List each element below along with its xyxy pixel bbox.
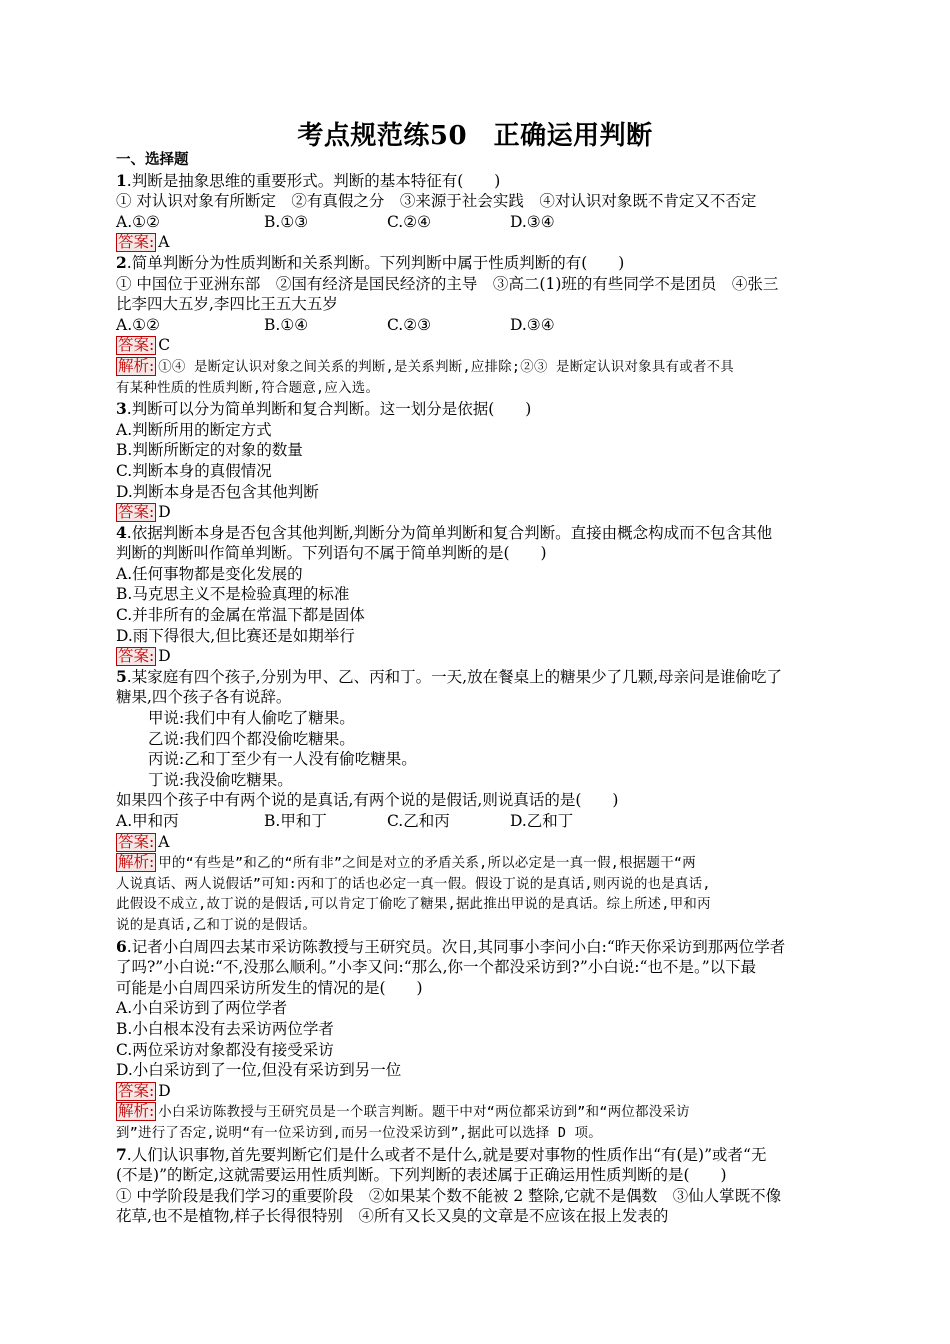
explanation-label: 解析:	[118, 1102, 155, 1121]
option-a: A.①②	[116, 315, 160, 334]
question-4-stem	[116, 523, 836, 544]
option-b: B.①④	[264, 315, 309, 334]
question-4-answer	[116, 646, 836, 667]
option-a: A.甲和丙	[116, 812, 179, 830]
option-b: B.①③	[264, 212, 309, 231]
question-number: 7	[116, 1144, 127, 1164]
answer-value: C	[158, 336, 171, 355]
option-d: D.雨下得很大,但比赛还是如期举行	[116, 626, 355, 645]
question-2-explanation	[116, 356, 836, 379]
question-number: 3	[116, 399, 127, 419]
question-number: 6	[116, 936, 127, 956]
question-7-items-cont: 花草,也不是植物,样子长得很特别 ④所有又长又臭的文章是不应该在报上发表的	[116, 1207, 669, 1226]
question-6-answer	[116, 1081, 836, 1102]
question-text: .依据判断本身是否包含其他判断,判断分为简单判断和复合判断。直接由概念构成而不包含其他	[126, 523, 773, 542]
question-5-stem	[116, 667, 836, 688]
explanation-label: 解析:	[118, 356, 155, 375]
question-number: 5	[116, 666, 127, 686]
question-4-stem-cont: 判断的判断叫作简单判断。下列语句不属于简单判断的是( )	[116, 544, 547, 563]
statement-ding: 丁说:我没偷吃糖果。	[148, 770, 293, 789]
statement-jia: 甲说:我们中有人偷吃了糖果。	[148, 709, 355, 728]
question-1-answer	[116, 232, 836, 253]
question-number: 1	[116, 170, 127, 190]
explanation-text-cont: 人说真话、两人说假话”可知:丙和丁的话也必定一真一假。假设丁说的是真话,则丙说的也是真话,	[116, 876, 711, 892]
question-number: 2	[116, 252, 127, 272]
question-6-explanation	[116, 1101, 836, 1124]
option-d: D.小白采访到了一位,但没有采访到另一位	[116, 1061, 402, 1080]
explanation-text-cont: 有某种性质的性质判断,符合题意,应入选。	[116, 380, 380, 396]
option-d: D.乙和丁	[510, 812, 574, 830]
question-number: 4	[116, 522, 127, 542]
question-5-explanation	[116, 852, 836, 875]
question-1-options	[116, 212, 836, 233]
option-d: D.③④	[510, 212, 555, 231]
option-a: A.判断所用的断定方式	[116, 420, 272, 439]
option-d: D.③④	[510, 315, 555, 334]
question-text: .人们认识事物,首先要判断它们是什么或者不是什么,就是要对事物的性质作出“有(是)”或者“无	[126, 1145, 767, 1164]
section-heading: 一、选择题	[116, 151, 189, 168]
option-d: D.判断本身是否包含其他判断	[116, 482, 319, 501]
answer-label: 答案:	[118, 832, 155, 851]
question-5-options	[116, 811, 836, 832]
question-text: .判断是抽象思维的重要形式。判断的基本特征有( )	[126, 171, 501, 190]
answer-value: D	[158, 647, 171, 666]
option-c: C.乙和丙	[387, 812, 450, 830]
answer-value: D	[158, 1081, 171, 1100]
option-a: A.①②	[116, 212, 160, 231]
question-3-answer	[116, 502, 836, 523]
question-2-options	[116, 315, 836, 336]
statement-bing: 丙说:乙和丁至少有一人没有偷吃糖果。	[148, 750, 417, 769]
question-5-stem-cont: 糖果,四个孩子各有说辞。	[116, 688, 292, 707]
statement-yi: 乙说:我们四个都没偷吃糖果。	[148, 729, 355, 748]
explanation-text-cont: 此假设不成立,故丁说的是假话,可以肯定丁偷吃了糖果,据此推出甲说的是真话。综上所述,甲和丙	[116, 897, 711, 913]
question-1-stem	[116, 171, 836, 192]
option-b: B.甲和丁	[264, 812, 327, 830]
answer-label: 答案:	[118, 233, 155, 252]
question-6-stem-cont: 可能是小白周四采访所发生的情况的是( )	[116, 978, 423, 997]
page-title: 考点规范练50 正确运用判断	[297, 121, 653, 151]
answer-label: 答案:	[118, 503, 155, 522]
question-text: .某家庭有四个孩子,分别为甲、乙、丙和丁。一天,放在餐桌上的糖果少了几颗,母亲问是谁偷吃了	[126, 667, 783, 686]
answer-label: 答案:	[118, 336, 155, 355]
question-6-stem	[116, 937, 836, 958]
question-5-answer	[116, 832, 836, 853]
question-2-answer	[116, 335, 836, 356]
explanation-text-cont: 说的是真话,乙和丁说的是假话。	[116, 917, 317, 933]
question-7-stem	[116, 1145, 836, 1166]
option-a: A.任何事物都是变化发展的	[116, 564, 303, 583]
explanation-text: 小白采访陈教授与王研究员是一个联言判断。题干中对“两位都采访到”和“两位都没采访	[158, 1105, 690, 1121]
explanation-text-cont: 到”进行了否定,说明“有一位采访到,而另一位没采访到”,据此可以选择 D 项。	[116, 1125, 602, 1141]
option-b: B.小白根本没有去采访两位学者	[116, 1019, 334, 1038]
explanation-label: 解析:	[118, 853, 155, 872]
question-2-items-cont: 比李四大五岁,李四比王五大五岁	[116, 295, 338, 314]
question-7-items: ① 中学阶段是我们学习的重要阶段 ②如果某个数不能被 2 整除,它就不是偶数 ③仙人掌既不像	[116, 1186, 782, 1205]
explanation-text: 甲的“有些是”和乙的“所有非”之间是对立的矛盾关系,所以必定是一真一假,根据题干“两	[158, 856, 696, 872]
option-c: C.两位采访对象都没有接受采访	[116, 1040, 334, 1059]
answer-value: A	[158, 832, 170, 851]
answer-label: 答案:	[118, 647, 155, 666]
question-3-stem	[116, 399, 836, 420]
question-text: .判断可以分为简单判断和复合判断。这一划分是依据( )	[126, 400, 532, 419]
question-text: .简单判断分为性质判断和关系判断。下列判断中属于性质判断的有( )	[126, 253, 625, 272]
question-1-items: ① 对认识对象有所断定 ②有真假之分 ③来源于社会实践 ④对认识对象既不肯定又不否定	[116, 192, 757, 211]
option-b: B.判断所断定的对象的数量	[116, 441, 303, 460]
question-5-question: 如果四个孩子中有两个说的是真话,有两个说的是假话,则说真话的是( )	[116, 791, 619, 810]
option-c: C.②③	[387, 315, 432, 334]
option-b: B.马克思主义不是检验真理的标准	[116, 585, 350, 604]
answer-value: D	[158, 503, 171, 522]
option-a: A.小白采访到了两位学者	[116, 999, 288, 1018]
option-c: C.判断本身的真假情况	[116, 461, 272, 480]
question-6-stem-cont: 了吗?”小白说:“不,没那么顺利。”小李又问:“那么,你一个都没采访到?”小白说:“也不是。”以下最	[116, 958, 757, 977]
answer-value: A	[158, 233, 170, 252]
question-2-items: ① 中国位于亚洲东部 ②国有经济是国民经济的主导 ③高二(1)班的有些同学不是团员 ④张三	[116, 274, 779, 293]
document-body	[116, 150, 836, 1227]
question-text: .记者小白周四去某市采访陈教授与王研究员。次日,其同事小李问小白:“昨天你采访到那两位学者	[126, 937, 786, 956]
question-2-stem	[116, 253, 836, 274]
explanation-text: ①④ 是断定认识对象之间关系的判断,是关系判断,应排除;②③ 是断定认识对象具有或者不具	[158, 359, 734, 375]
option-c: C.并非所有的金属在常温下都是固体	[116, 606, 365, 625]
question-7-stem-cont: (不是)”的断定,这就需要运用性质判断。下列判断的表述属于正确运用性质判断的是( )	[116, 1166, 727, 1185]
answer-label: 答案:	[118, 1081, 155, 1100]
option-c: C.②④	[387, 212, 432, 231]
